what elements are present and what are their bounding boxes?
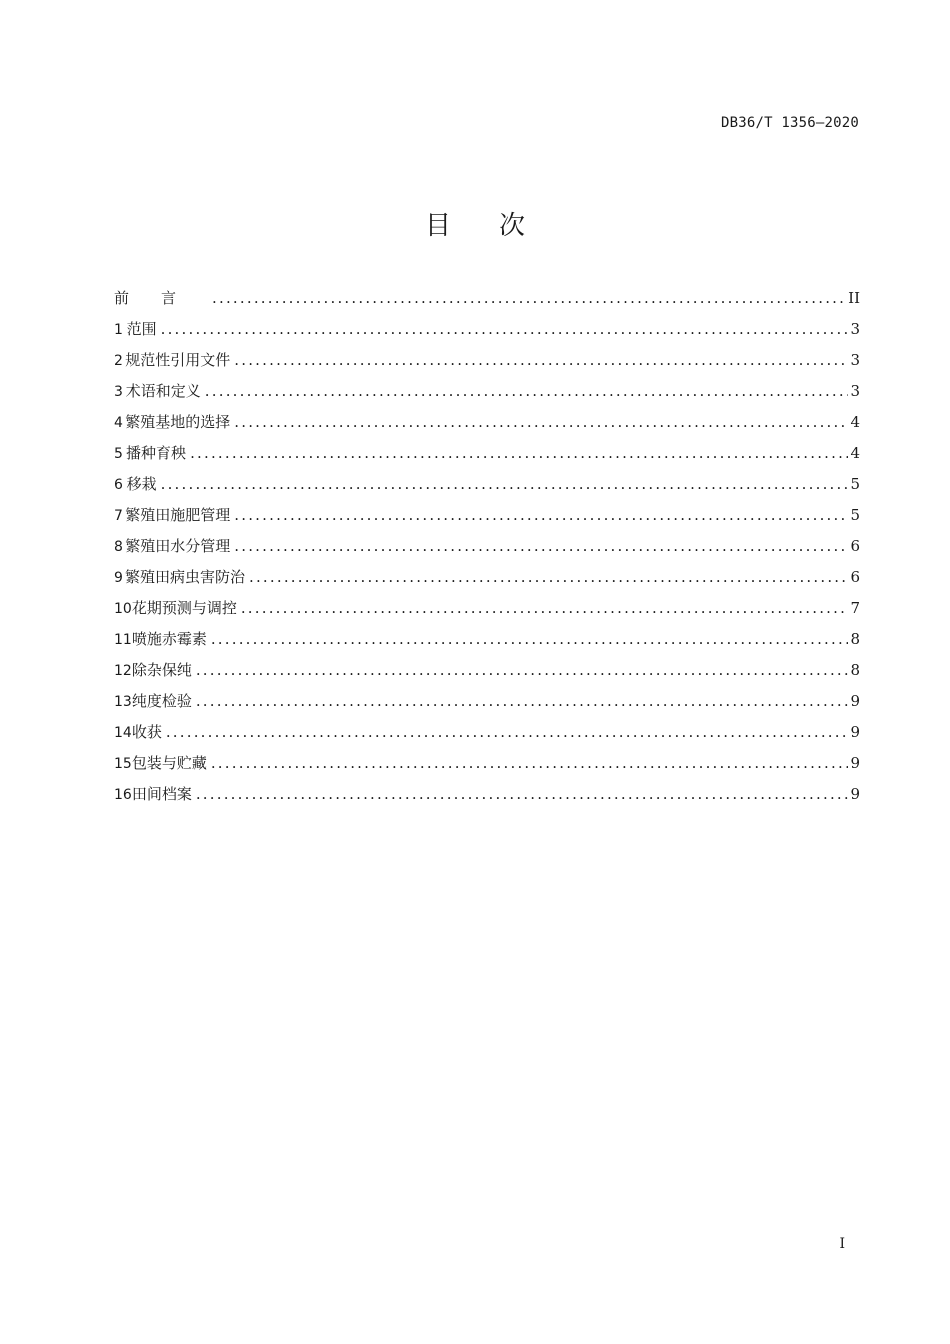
- toc-dot-leader: [212, 289, 846, 307]
- toc-entry-number: 2: [114, 353, 123, 369]
- toc-dot-leader: [249, 568, 848, 586]
- toc-entry-number: 7: [114, 508, 123, 524]
- toc-dot-leader: [234, 351, 848, 369]
- toc-title-char-2: 次: [499, 211, 526, 241]
- toc-entry[interactable]: [114, 566, 860, 597]
- toc-entry-page: 3: [850, 320, 860, 338]
- toc-list: [114, 287, 860, 814]
- toc-entry-label: 包装与贮藏: [131, 754, 207, 772]
- toc-entry-label: 术语和定义: [125, 382, 201, 400]
- toc-entry-label: 繁殖基地的选择: [125, 413, 231, 431]
- toc-entry-number: 8: [114, 539, 123, 555]
- toc-entry[interactable]: [114, 473, 860, 504]
- toc-entry-number: 12: [114, 663, 132, 679]
- toc-entry-label: 繁殖田施肥管理: [125, 506, 231, 524]
- toc-entry-label: 收获: [131, 723, 162, 741]
- toc-entry[interactable]: [114, 721, 860, 752]
- toc-entry-label: 前言: [114, 289, 209, 307]
- toc-entry-page: 4: [850, 444, 860, 462]
- toc-entry-label: 纯度检验: [131, 692, 192, 710]
- toc-entry-number: 4: [114, 415, 123, 431]
- toc-entry[interactable]: [114, 504, 860, 535]
- toc-entry-page: 5: [850, 475, 860, 493]
- toc-entry-number: 9: [114, 570, 123, 586]
- toc-entry-number: 11: [114, 632, 132, 648]
- toc-dot-leader: [234, 537, 848, 555]
- toc-entry-label: 范围: [126, 320, 157, 338]
- toc-entry-page: 8: [850, 661, 860, 679]
- toc-entry-number: 10: [114, 601, 132, 617]
- toc-entry-page: 4: [850, 413, 860, 431]
- toc-entry-label: 播种育秧: [126, 444, 187, 462]
- toc-entry-number: 16: [114, 787, 132, 803]
- toc-entry-label: 规范性引用文件: [125, 351, 231, 369]
- toc-dot-leader: [161, 475, 849, 493]
- toc-entry[interactable]: [114, 318, 860, 349]
- document-code: DB36/T 1356—2020: [720, 115, 859, 131]
- toc-dot-leader: [211, 630, 849, 648]
- toc-entry-label: 除杂保纯: [131, 661, 192, 679]
- toc-entry-page: 3: [850, 351, 860, 369]
- toc-entry-label: 喷施赤霉素: [131, 630, 207, 648]
- toc-dot-leader: [196, 661, 849, 679]
- toc-dot-leader: [234, 413, 848, 431]
- toc-dot-leader: [211, 754, 849, 772]
- toc-entry[interactable]: [114, 752, 860, 783]
- toc-entry-page: 5: [850, 506, 860, 524]
- toc-entry[interactable]: [114, 287, 860, 318]
- toc-title-char-1: 目: [424, 211, 451, 241]
- toc-entry-page: 8: [850, 630, 860, 648]
- toc-entry-page: 9: [850, 723, 860, 741]
- toc-entry[interactable]: [114, 628, 860, 659]
- toc-entry-label: 繁殖田病虫害防治: [124, 568, 245, 586]
- toc-entry-page: 9: [850, 785, 860, 803]
- toc-entry-number: 1: [114, 322, 123, 338]
- toc-dot-leader: [166, 723, 849, 741]
- toc-entry-page: II: [848, 289, 860, 307]
- toc-entry-number: 3: [114, 384, 123, 400]
- toc-entry-label: 移栽: [126, 475, 157, 493]
- toc-title: [0, 205, 950, 242]
- toc-entry[interactable]: [114, 349, 860, 380]
- toc-entry[interactable]: [114, 411, 860, 442]
- toc-entry-label: 花期预测与调控: [131, 599, 237, 617]
- toc-entry-page: 9: [850, 754, 860, 772]
- toc-dot-leader: [205, 382, 849, 400]
- toc-entry[interactable]: [114, 535, 860, 566]
- toc-dot-leader: [196, 692, 849, 710]
- toc-entry-number: 6: [114, 477, 123, 493]
- toc-entry-number: 13: [114, 694, 132, 710]
- toc-dot-leader: [161, 320, 849, 338]
- toc-entry-label: 繁殖田水分管理: [125, 537, 231, 555]
- toc-dot-leader: [234, 506, 848, 524]
- toc-entry[interactable]: [114, 783, 860, 814]
- toc-dot-leader: [196, 785, 849, 803]
- toc-entry-page: 3: [850, 382, 860, 400]
- toc-dot-leader: [190, 444, 848, 462]
- toc-entry-label: 田间档案: [131, 785, 192, 803]
- toc-entry[interactable]: [114, 380, 860, 411]
- toc-entry-page: 9: [850, 692, 860, 710]
- toc-entry[interactable]: [114, 442, 860, 473]
- toc-entry[interactable]: [114, 597, 860, 628]
- toc-entry-number: 15: [114, 756, 132, 772]
- toc-entry-page: 7: [850, 599, 860, 617]
- toc-entry[interactable]: [114, 690, 860, 721]
- toc-entry-number: 14: [114, 725, 132, 741]
- toc-entry-page: 6: [850, 537, 860, 555]
- toc-entry-number: 5: [114, 446, 123, 462]
- page-number: I: [839, 1236, 845, 1252]
- toc-entry[interactable]: [114, 659, 860, 690]
- toc-entry-page: 6: [850, 568, 860, 586]
- toc-dot-leader: [241, 599, 849, 617]
